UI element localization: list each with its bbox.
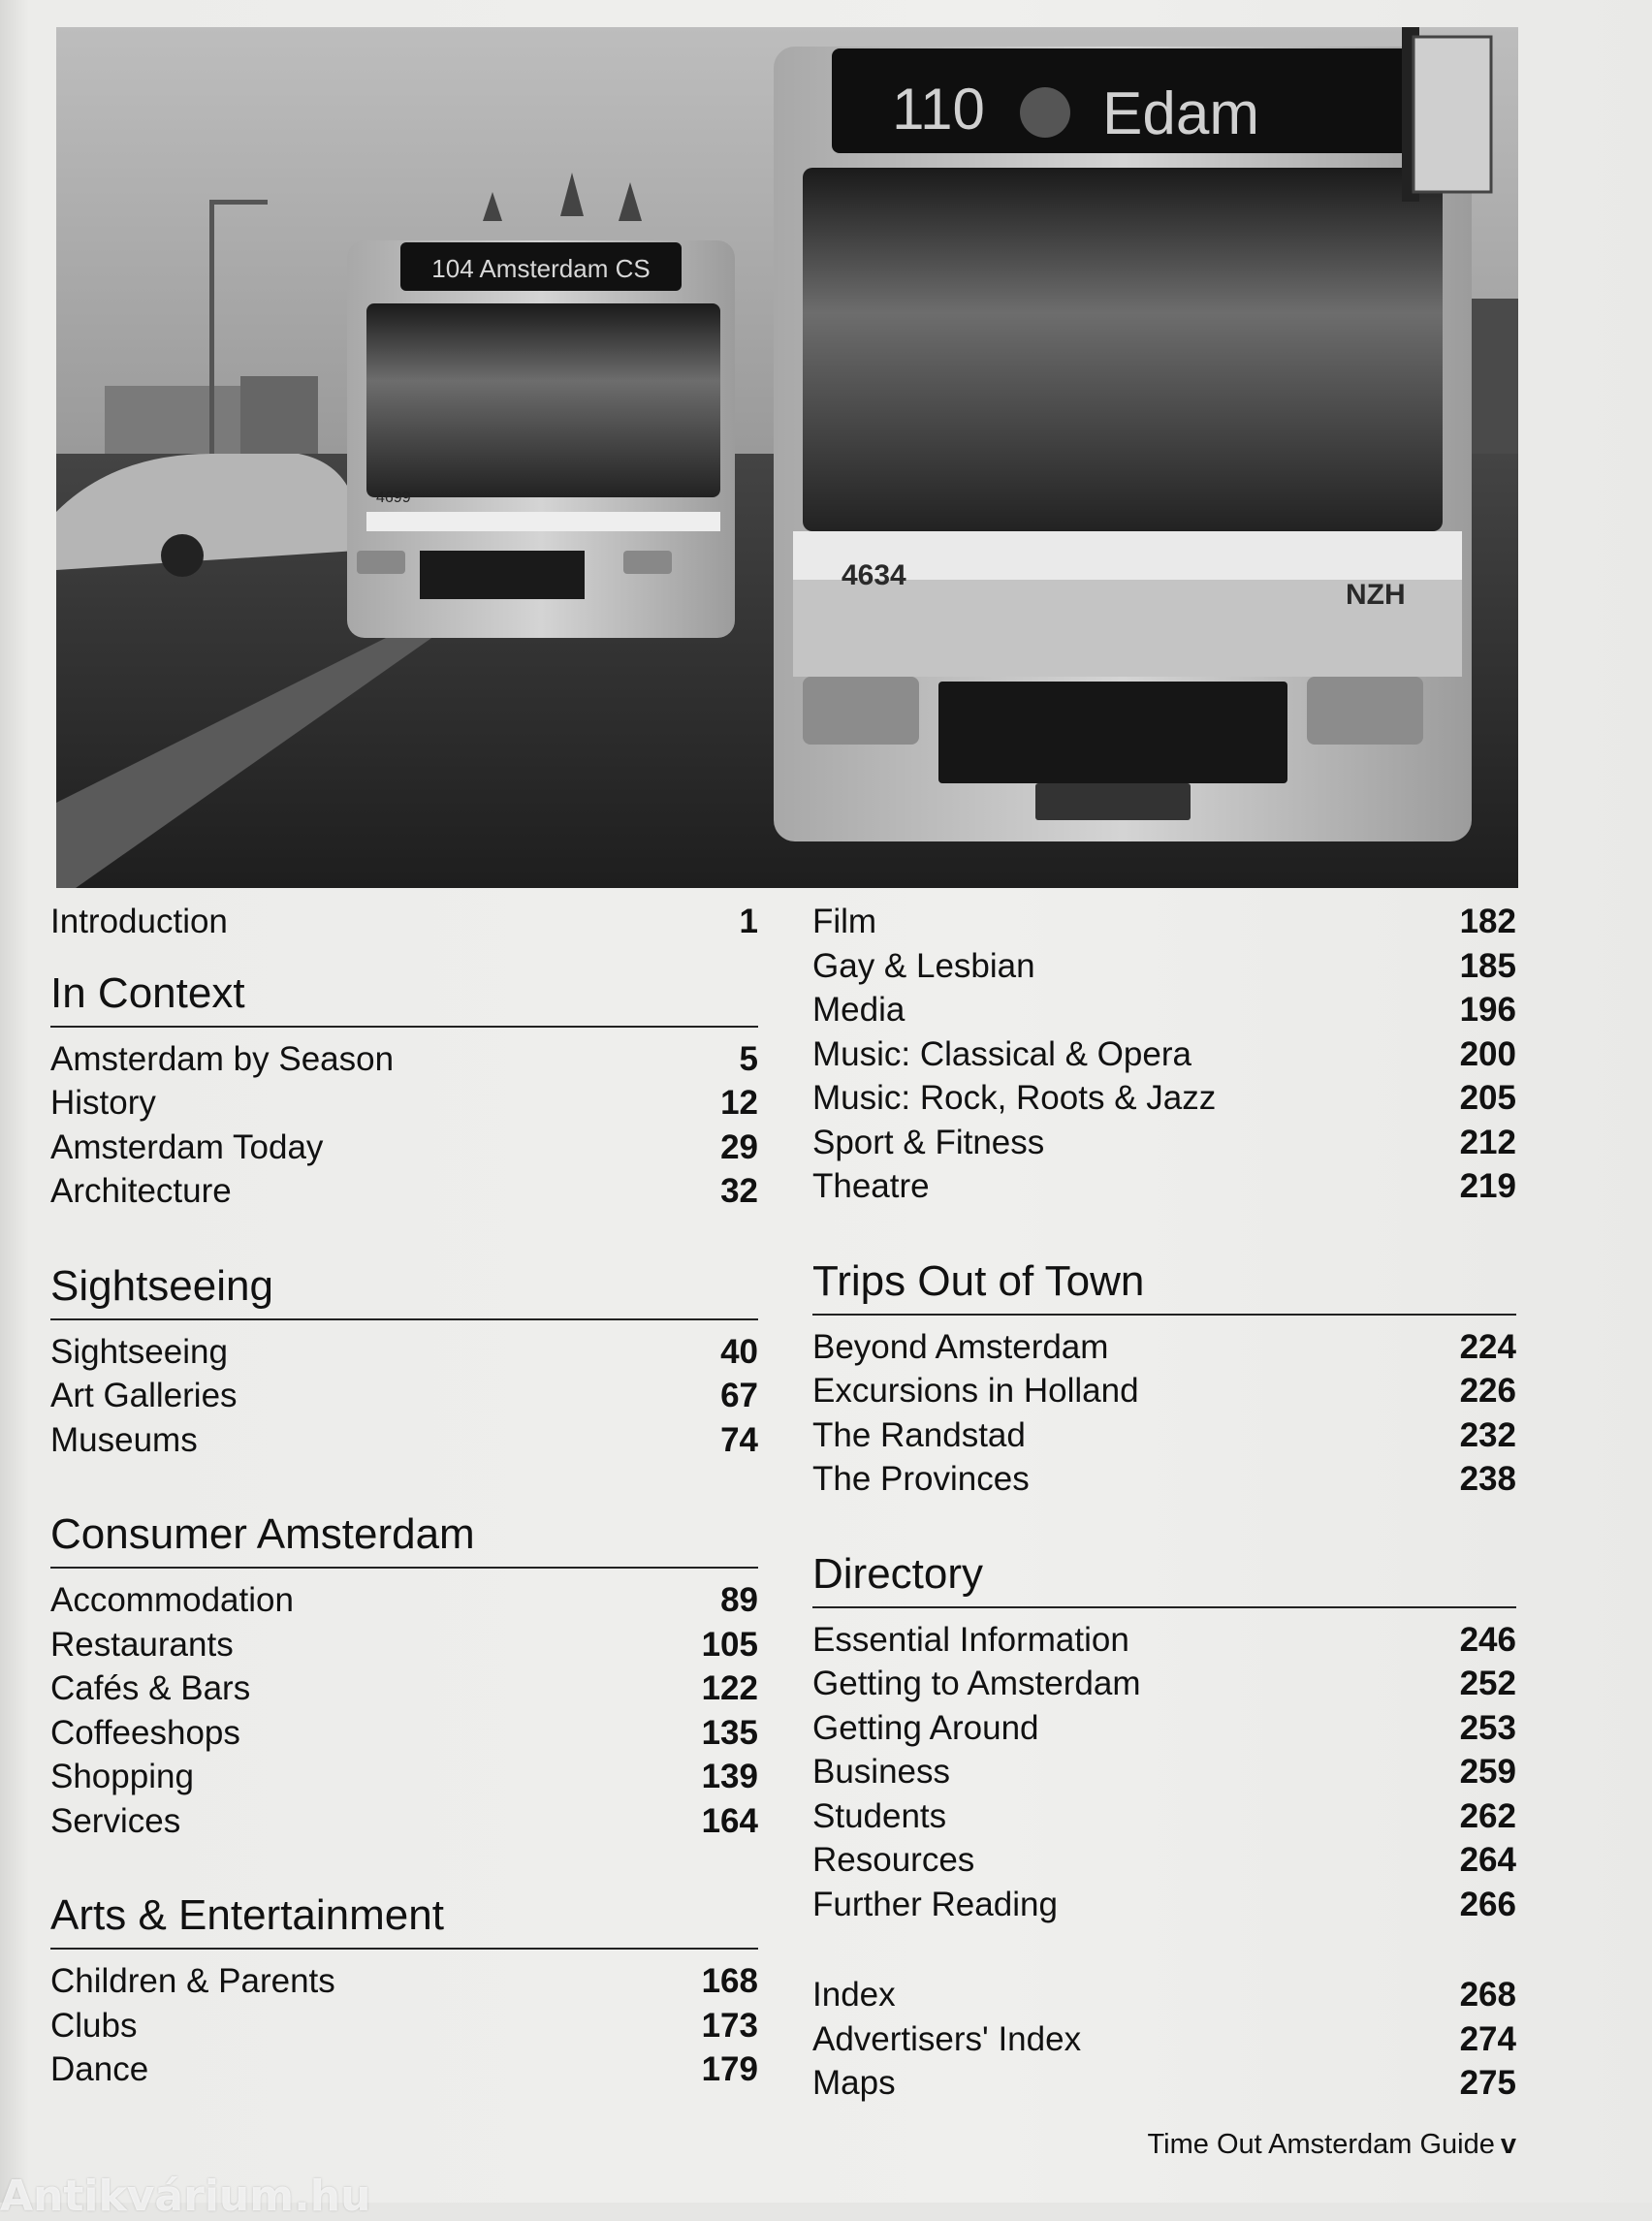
toc-entry-label: Excursions in Holland: [812, 1372, 1139, 1410]
toc-entry-label: Index: [812, 1976, 896, 2014]
toc-entry: [50, 1169, 758, 1214]
toc-entry-label: Cafés & Bars: [50, 1669, 251, 1707]
toc-entry-label: Shopping: [50, 1758, 194, 1795]
spacer: [812, 1209, 1516, 1255]
section-heading: Trips Out of Town: [812, 1255, 1516, 1316]
toc-entry: [812, 1706, 1516, 1751]
toc-entry-page-number: 200: [1459, 1034, 1516, 1073]
toc-entry-page-number: 139: [701, 1758, 758, 1795]
toc-entry: [812, 1618, 1516, 1663]
toc-right-column: [812, 900, 1516, 2106]
section-heading: Consumer Amsterdam: [50, 1508, 758, 1569]
toc-entry-label: Music: Rock, Roots & Jazz: [812, 1079, 1217, 1117]
toc-entry-page-number: 74: [720, 1420, 758, 1459]
toc-entry-label: Clubs: [50, 2006, 138, 2045]
toc-entry-page-number: 212: [1459, 1123, 1516, 1161]
toc-entry-label: Accommodation: [50, 1581, 294, 1619]
spacer: [50, 1843, 758, 1889]
toc-entry-label: Resources: [812, 1841, 975, 1879]
toc-entry-page-number: 264: [1459, 1841, 1516, 1879]
toc-entry-page-number: 122: [701, 1669, 758, 1707]
toc-entry: [50, 2047, 758, 2092]
right-bus-fleet-number: 4634: [842, 559, 906, 591]
section-heading: Arts & Entertainment: [50, 1889, 758, 1950]
toc-entry: [50, 1330, 758, 1375]
toc-left-column: [50, 900, 758, 2092]
toc-entry-page-number: 246: [1459, 1620, 1516, 1659]
section-heading: In Context: [50, 968, 758, 1028]
toc-entry-label: Art Galleries: [50, 1377, 238, 1414]
toc-entry-page-number: 135: [701, 1713, 758, 1752]
toc-entry: [812, 1032, 1516, 1077]
toc-entry: [812, 988, 1516, 1032]
toc-entry-page-number: 262: [1459, 1796, 1516, 1835]
toc-entry: [812, 2061, 1516, 2106]
toc-entry-page-number: 266: [1459, 1885, 1516, 1923]
toc-entry-label: Introduction: [50, 903, 228, 940]
toc-entry-page-number: 29: [720, 1127, 758, 1166]
spacer: [50, 1214, 758, 1260]
toc-entry: [50, 1959, 758, 2004]
toc-entry-label: Advertisers' Index: [812, 2019, 1082, 2058]
left-bus-fleet-number: 4699: [376, 490, 411, 506]
toc-entry: [812, 1662, 1516, 1706]
toc-entry-label: Media: [812, 991, 905, 1029]
toc-entry-label: Students: [812, 1796, 947, 1835]
toc-entry: [50, 1799, 758, 1844]
toc-entry-page-number: 274: [1459, 2019, 1516, 2058]
toc-entry-page-number: 185: [1459, 946, 1516, 985]
left-bus-destination-sign: 104 Amsterdam CS: [431, 254, 651, 283]
right-bus-route-number: 110: [892, 77, 985, 142]
toc-entry-label: Sightseeing: [50, 1332, 228, 1371]
toc-entry: [812, 944, 1516, 989]
toc-entry: [812, 1838, 1516, 1883]
toc-entry-label: Getting Around: [812, 1708, 1039, 1747]
toc-entry: [50, 2004, 758, 2048]
toc-entry: [50, 1711, 758, 1756]
toc-entry-page-number: 182: [1459, 903, 1516, 940]
toc-entry: [812, 1794, 1516, 1839]
toc-entry-label: Music: Classical & Opera: [812, 1034, 1191, 1073]
toc-entry: [50, 1418, 758, 1463]
toc-entry-label: Maps: [812, 2064, 896, 2102]
toc-entry-page-number: 268: [1459, 1976, 1516, 2014]
footer-title: Time Out Amsterdam Guide: [1147, 2129, 1495, 2160]
toc-entry-page-number: 226: [1459, 1372, 1516, 1410]
spacer: [812, 1926, 1516, 1973]
toc-entry: [812, 1325, 1516, 1370]
toc-entry-page-number: 196: [1459, 991, 1516, 1029]
toc-entry-page-number: 67: [720, 1377, 758, 1414]
toc-entry-page-number: 259: [1459, 1753, 1516, 1791]
toc-entry: [812, 1369, 1516, 1413]
spacer: [812, 1502, 1516, 1548]
toc-entry: [50, 1578, 758, 1623]
toc-entry-label: Film: [812, 903, 877, 940]
toc-entry-label: Essential Information: [812, 1620, 1129, 1659]
bus-photograph: [56, 27, 1518, 888]
toc-entry: [50, 900, 758, 944]
toc-entry-page-number: 205: [1459, 1079, 1516, 1117]
spacer: [50, 1462, 758, 1508]
toc-entry: [50, 1755, 758, 1799]
section-heading: Sightseeing: [50, 1260, 758, 1320]
toc-entry: [812, 1413, 1516, 1458]
toc-entry: [812, 1457, 1516, 1502]
toc-entry-label: Beyond Amsterdam: [812, 1327, 1109, 1366]
toc-entry-label: Services: [50, 1801, 181, 1840]
toc-entry-page-number: 275: [1459, 2064, 1516, 2102]
toc-entry-page-number: 32: [720, 1172, 758, 1210]
toc-entry-label: Museums: [50, 1420, 198, 1459]
toc-entry-label: Sport & Fitness: [812, 1123, 1045, 1161]
toc-entry-page-number: 168: [701, 1962, 758, 2000]
toc-entry-page-number: 173: [701, 2006, 758, 2045]
section-heading: Directory: [812, 1548, 1516, 1608]
bus-photo-illustration: [56, 27, 1518, 888]
toc-entry-label: History: [50, 1084, 156, 1122]
toc-entry: [50, 1081, 758, 1126]
toc-entry: [812, 1164, 1516, 1209]
toc-entry-label: The Provinces: [812, 1460, 1030, 1498]
toc-entry-label: Restaurants: [50, 1625, 234, 1664]
footer-page-number: v: [1500, 2129, 1516, 2160]
toc-entry: [812, 2017, 1516, 2062]
toc-entry-page-number: 105: [701, 1625, 758, 1664]
toc-entry-page-number: 224: [1459, 1327, 1516, 1366]
toc-entry-label: Getting to Amsterdam: [812, 1665, 1141, 1702]
toc-entry: [50, 1623, 758, 1667]
toc-entry-label: Architecture: [50, 1172, 232, 1210]
toc-entry: [812, 1750, 1516, 1794]
toc-entry: [812, 1121, 1516, 1165]
toc-entry-page-number: 238: [1459, 1460, 1516, 1498]
spacer: [50, 944, 758, 968]
toc-entry-label: Amsterdam by Season: [50, 1039, 395, 1078]
toc-entry-page-number: 1: [739, 903, 758, 940]
toc-entry-page-number: 219: [1459, 1167, 1516, 1205]
toc-entry: [812, 1973, 1516, 2017]
toc-entry: [50, 1126, 758, 1170]
toc-entry-page-number: 40: [720, 1332, 758, 1371]
toc-entry-label: Theatre: [812, 1167, 930, 1205]
toc-entry-label: Business: [812, 1753, 951, 1791]
toc-entry-page-number: 89: [720, 1581, 758, 1619]
right-bus: [774, 47, 1472, 841]
toc-entry: [50, 1037, 758, 1082]
toc-entry-label: Children & Parents: [50, 1962, 335, 2000]
toc-entry-page-number: 5: [739, 1039, 758, 1078]
toc-entry-page-number: 12: [720, 1084, 758, 1122]
right-bus-destination: Edam: [1102, 80, 1259, 147]
toc-entry: [50, 1374, 758, 1418]
toc-entry: [50, 1666, 758, 1711]
toc-entry-label: Dance: [50, 2050, 149, 2088]
left-bus: [347, 240, 735, 638]
toc-entry-page-number: 253: [1459, 1708, 1516, 1747]
toc-entry-page-number: 252: [1459, 1665, 1516, 1702]
toc-entry-label: Amsterdam Today: [50, 1127, 324, 1166]
toc-entry: [812, 1076, 1516, 1121]
watermark: Antikvárium.hu: [0, 2172, 371, 2221]
toc-entry-page-number: 232: [1459, 1415, 1516, 1454]
toc-entry-label: Gay & Lesbian: [812, 946, 1035, 985]
toc-entry-label: The Randstad: [812, 1415, 1026, 1454]
toc-entry: [812, 1883, 1516, 1927]
toc-entry-label: Coffeeshops: [50, 1713, 240, 1752]
toc-entry-page-number: 179: [701, 2050, 758, 2088]
right-bus-company-logo: NZH: [1346, 579, 1406, 611]
toc-entry: [812, 900, 1516, 944]
toc-entry-page-number: 164: [701, 1801, 758, 1840]
toc-entry-label: Further Reading: [812, 1885, 1058, 1923]
running-footer: [1148, 2129, 1516, 2161]
